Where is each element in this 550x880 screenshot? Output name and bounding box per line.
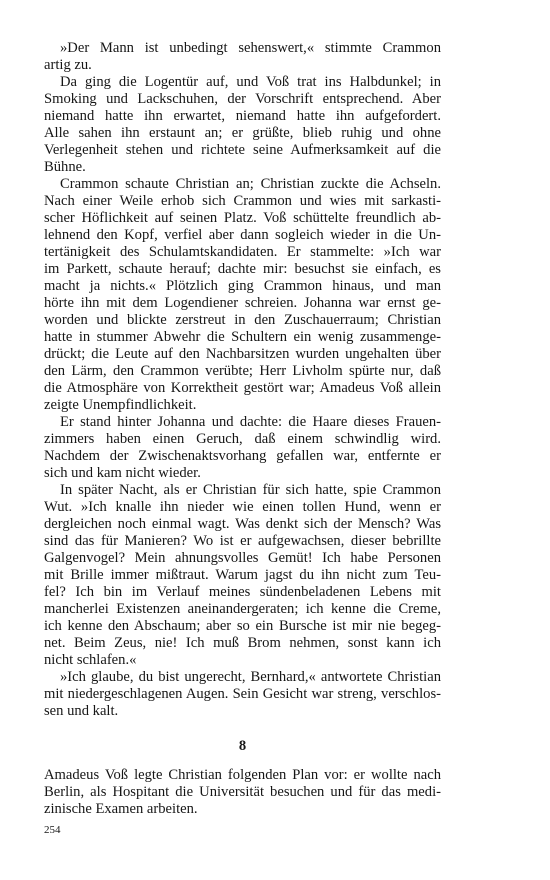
text-line: Nachdem der Zwischenaktsvorhang gefallen war, entfernte er bbox=[44, 448, 441, 464]
text-line: zimmers haben einen Geruch, daß einem schwindlig wird. bbox=[44, 431, 441, 447]
text-line: sind das für Manieren? Wo ist er aufgewachsen, dieser bebrillte bbox=[44, 533, 441, 549]
text-line: »Der Mann ist unbedingt sehenswert,« stimmte Crammon bbox=[60, 40, 441, 56]
text-line: niemand hatte ihn erwartet, niemand hatte ihn aufgefordert. bbox=[44, 108, 441, 124]
text-line: den Lärm, den Crammon verübte; Herr Livholm spürte nur, daß bbox=[44, 363, 441, 379]
text-line: mit Brille immer mißtraut. Warum jagst du ihn nicht zum Teu- bbox=[44, 567, 441, 583]
text-line: net. Beim Zeus, nie! Ich muß Brom nehmen, sonst kann ich bbox=[44, 635, 441, 651]
book-page bbox=[44, 40, 441, 850]
text-line: Galgenvogel? Mein ahnungsvolles Gemüt! Ich habe Personen bbox=[44, 550, 441, 566]
text-line: dergleichen noch einmal wagt. Was denkt sich der Mensch? Was bbox=[44, 516, 441, 532]
text-line: zeigte Unempfindlichkeit. bbox=[44, 397, 197, 413]
text-line: Nach einer Weile erhob sich Crammon und wies mit sarkasti- bbox=[44, 193, 441, 209]
text-line: Smoking und Lackschuhen, der Vorschrift entsprechend. Aber bbox=[44, 91, 441, 107]
text-line: drückt; die Leute auf den Nachbarsitzen wurden ungehalten über bbox=[44, 346, 441, 362]
text-line: lehnend den Kopf, verfiel aber dann sogleich wieder in die Un- bbox=[44, 227, 441, 243]
page-number: 254 bbox=[44, 824, 61, 836]
text-line: hatte in stummer Abwehr die Schultern ein wenig zusammenge- bbox=[44, 329, 441, 345]
text-line: nicht schlafen.« bbox=[44, 652, 137, 668]
text-line: mancherlei Existenzen aneinandergeraten; ich kenne die Creme, bbox=[44, 601, 441, 617]
text-line: macht ja nichts.« Plötzlich ging Crammon hinaus, und man bbox=[44, 278, 441, 294]
text-line: tertänigkeit des Schulamtskandidaten. Er stammelte: »Ich war bbox=[44, 244, 441, 260]
text-line: hörte ihn mit dem Logendiener schreien. Johanna war ernst ge- bbox=[44, 295, 441, 311]
text-line: Amadeus Voß legte Christian folgenden Plan vor: er wollte nach bbox=[44, 767, 441, 783]
text-line: scher Höflichkeit auf seinen Platz. Voß schüttelte freundlich ab- bbox=[44, 210, 441, 226]
text-line: Bühne. bbox=[44, 159, 86, 175]
text-line: sich und kam nicht wieder. bbox=[44, 465, 201, 481]
text-line: In später Nacht, als er Christian für sich hatte, spie Crammon bbox=[60, 482, 441, 498]
text-line: die Atmosphäre von Korrektheit gestört war; Amadeus Voß allein bbox=[44, 380, 441, 396]
text-line: artig zu. bbox=[44, 57, 92, 73]
section-number: 8 bbox=[238, 738, 247, 754]
text-line: Da ging die Logentür auf, und Voß trat ins Halbdunkel; in bbox=[60, 74, 441, 90]
text-line: Er stand hinter Johanna und dachte: die Haare dieses Frauen- bbox=[60, 414, 441, 430]
text-line: im Parkett, schaute herauf; dachte mir: besuchst sie einfach, es bbox=[44, 261, 441, 277]
text-line: worden und blickte zerstreut in den Zuschauerraum; Christian bbox=[44, 312, 441, 328]
text-line: zinische Examen arbeiten. bbox=[44, 801, 198, 817]
text-line: Verlegenheit stehen und richtete seine Aufmerksamkeit auf die bbox=[44, 142, 441, 158]
text-line: mit niedergeschlagenen Augen. Sein Gesicht war streng, verschlos- bbox=[44, 686, 441, 702]
text-line: ich kenne den Abschaum; aber so ein Bursche ist mir nie begeg- bbox=[44, 618, 441, 634]
text-line: Berlin, als Hospitant die Universität besuchen und für das medi- bbox=[44, 784, 441, 800]
text-line: sen und kalt. bbox=[44, 703, 119, 719]
text-line: Wut. »Ich knalle ihn nieder wie einen tollen Hund, wenn er bbox=[44, 499, 441, 515]
text-line: fel? Ich bin im Verlauf meines sündenbeladenen Lebens mit bbox=[44, 584, 441, 600]
text-line: »Ich glaube, du bist ungerecht, Bernhard,« antwortete Christian bbox=[60, 669, 441, 685]
text-line: Alle sahen ihn erstaunt an; er grüßte, blieb ruhig und ohne bbox=[44, 125, 441, 141]
text-line: Crammon schaute Christian an; Christian zuckte die Achseln. bbox=[60, 176, 441, 192]
